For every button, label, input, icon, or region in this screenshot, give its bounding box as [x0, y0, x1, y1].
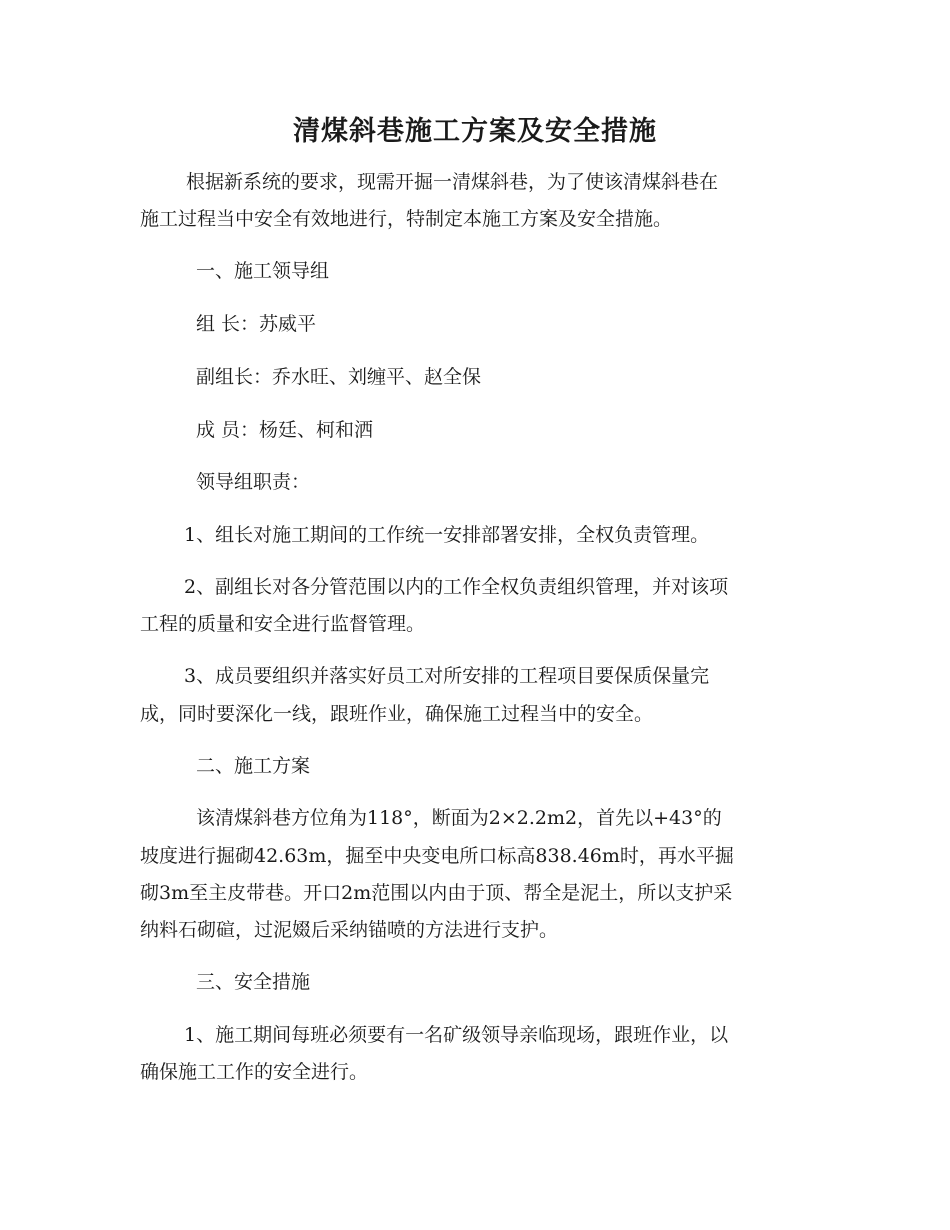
- duty-2-line-1: 2、副组长对各分管范围以内的工作全权负责组织管理，并对该项: [184, 576, 729, 598]
- section2-heading: 二、施工方案: [196, 755, 311, 777]
- section3-heading: 三、安全措施: [196, 971, 311, 993]
- duty-1: 1、组长对施工期间的工作统一安排部署安排，全权负责管理。: [184, 524, 710, 546]
- duty-2-line-2: 工程的质量和安全进行监督管理。: [140, 613, 426, 635]
- safety-1-line-1: 1、施工期间每班必须要有一名矿级领导亲临现场，跟班作业，以: [184, 1024, 729, 1046]
- safety-1-line-2: 确保施工工作的安全进行。: [140, 1061, 369, 1083]
- plan-line-1: 该清煤斜巷方位角为118°，断面为2×2.2m2，首先以+43°的: [196, 807, 722, 829]
- duty-3-line-1: 3、成员要组织并落实好员工对所安排的工程项目要保质保量完: [184, 665, 710, 687]
- plan-line-2: 坡度进行掘砌42.63m，掘至中央变电所口标高838.46m时，再水平掘: [140, 845, 734, 867]
- plan-line-3: 砌3m至主皮带巷。开口2m范围以内由于顶、帮全是泥土，所以支护采: [140, 882, 733, 904]
- document-title: 清煤斜巷施工方案及安全措施: [293, 116, 657, 147]
- duties-heading: 领导组职责：: [196, 471, 311, 493]
- duty-3-line-2: 成，同时要深化一线，跟班作业，确保施工过程当中的安全。: [140, 703, 654, 725]
- intro-line-2: 施工过程当中安全有效地进行，特制定本施工方案及安全措施。: [140, 208, 673, 230]
- members-line: 成 员：杨廷、柯和洒: [196, 419, 374, 441]
- plan-line-4: 纳料石砌碹，过泥娺后采纳锚喷的方法进行支护。: [140, 919, 559, 941]
- leader-line: 组 长：苏威平: [196, 313, 317, 335]
- deputy-line: 副组长：乔水旺、刘缠平、赵全保: [196, 366, 482, 388]
- intro-line-1: 根据新系统的要求，现需开掘一清煤斜巷，为了使该清煤斜巷在: [186, 171, 719, 193]
- section1-heading: 一、施工领导组: [196, 260, 330, 282]
